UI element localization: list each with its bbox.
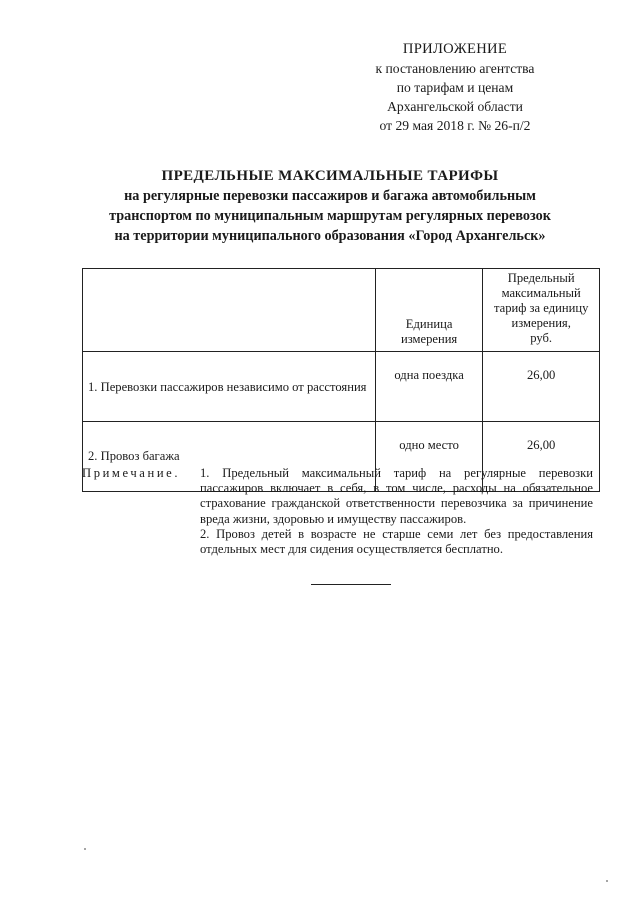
scan-speck (84, 848, 86, 850)
table-header-row (83, 269, 600, 352)
appendix-line-4: от 29 мая 2018 г. № 26-п/2 (379, 118, 531, 133)
header-tariff-line-5: руб. (530, 331, 553, 345)
title-main: ПРЕДЕЛЬНЫЕ МАКСИМАЛЬНЫЕ ТАРИФЫ (161, 168, 499, 184)
row-tariff: 26,00 (483, 422, 600, 492)
header-tariff-line-1: Предельный (507, 271, 575, 285)
note-item-2: 2. Провоз детей в возрасте не старше семи лет без предоставления отдельных мест для сидения осуществляется бесплатно. (200, 526, 593, 557)
closing-rule (311, 584, 391, 585)
appendix-line-2: по тарифам и ценам (396, 80, 514, 95)
row-service: 2. Провоз багажа (83, 422, 376, 492)
scan-speck (606, 880, 608, 882)
note-label: Примечание. (82, 466, 181, 480)
header-tariff-line-3: тариф за единицу (493, 301, 589, 315)
row-unit: одно место (375, 422, 482, 492)
notes-block (200, 466, 593, 557)
header-service (83, 269, 376, 352)
header-unit-line-1: Единица (405, 317, 453, 331)
tariff-table (82, 268, 600, 492)
appendix-block (330, 40, 580, 135)
header-tariff-line-4: измерения, (511, 316, 571, 330)
document-title (60, 166, 600, 246)
appendix-heading: ПРИЛОЖЕНИЕ (402, 41, 508, 57)
header-unit-line-2: измерения (400, 332, 458, 346)
table-row (83, 352, 600, 422)
title-line-2: транспортом по муниципальным маршрутам регулярных перевозок (109, 208, 551, 224)
title-line-3: на территории муниципального образования «Город Архангельск» (114, 228, 546, 244)
header-tariff-line-2: максимальный (501, 286, 581, 300)
row-unit: одна поездка (375, 352, 482, 422)
row-tariff: 26,00 (483, 352, 600, 422)
row-service: 1. Перевозки пассажиров независимо от расстояния (83, 352, 376, 422)
title-line-1: на регулярные перевозки пассажиров и багажа автомобильным (124, 188, 536, 204)
header-tariff (483, 269, 600, 352)
appendix-line-3: Архангельской области (387, 99, 523, 114)
note-item-1: 1. Предельный максимальный тариф на регулярные перевозки пассажиров включает в себя, в том числе, расходы на обязательное страхование гражданской ответственности перевозчика за причинение вреда жизни, здоровью и имуществу пассажиров. (200, 466, 593, 526)
header-unit (375, 269, 482, 352)
appendix-line-1: к постановлению агентства (375, 61, 535, 76)
